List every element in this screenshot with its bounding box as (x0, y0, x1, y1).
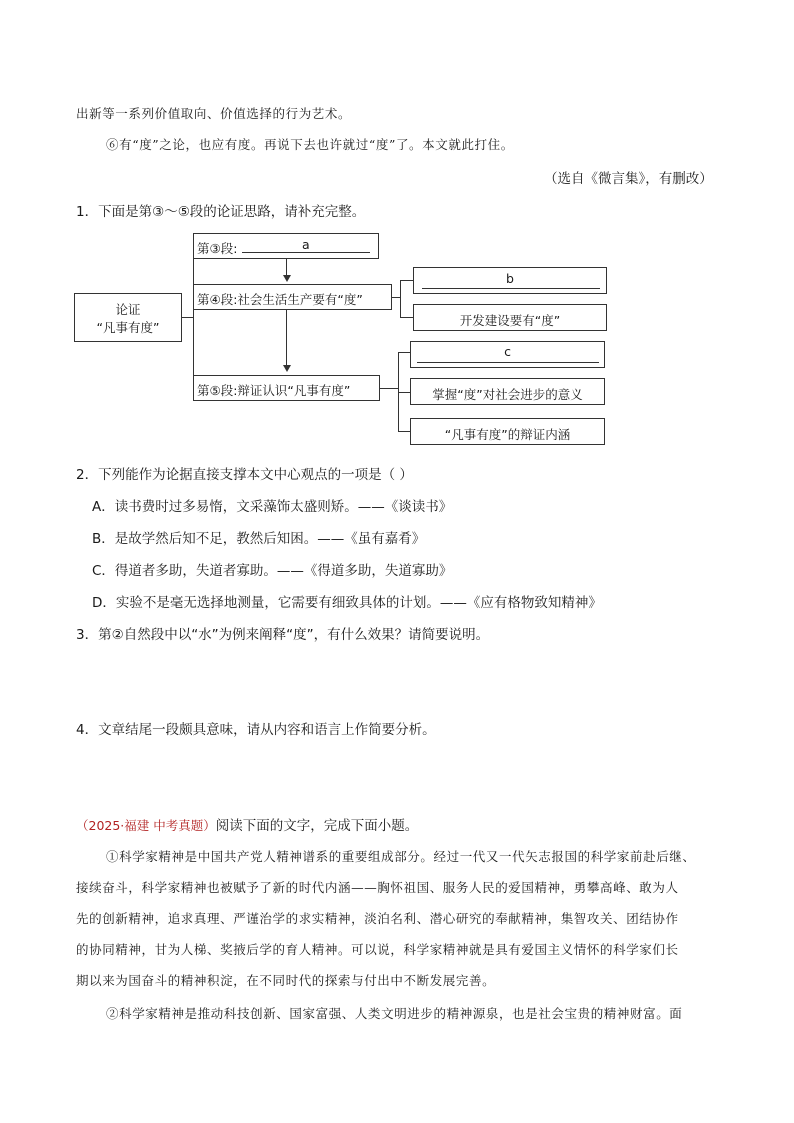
diagram-root-line1: 论证 (115, 302, 141, 317)
diagram-para3-label: 第③段: (197, 241, 238, 256)
diagram-root-line2: “凡事有度” (96, 320, 160, 335)
passage-line: 先的创新精神，追求真理、严谨治学的求实精神，淡泊名利、潜心研究的奉献精神，集智攻关、团结协作 (76, 911, 679, 926)
answer-blank-c[interactable] (417, 362, 599, 363)
diagram-para4-sub2-text: 开发建设要有“度” (459, 313, 561, 328)
passage-source: （选自《微言集》，有删改） (544, 171, 713, 187)
diagram-para5-box (193, 375, 380, 401)
next-section-header (76, 814, 418, 834)
exam-source-tag: （2025·福建 中考真题） (76, 818, 216, 833)
answer-blank-a[interactable] (242, 252, 370, 253)
connector (400, 317, 414, 318)
question-3-prompt: 3．第②自然段中以“水”为例来阐释“度”，有什么效果？请简要说明。 (76, 627, 490, 643)
diagram-para5-sub3-box (410, 418, 605, 445)
diagram-para5-sub2-text: 掌握“度”对社会进步的意义 (432, 387, 583, 402)
passage-paragraph-6: ⑥有“度”之论，也应有度。再说下去也许就过“度”了。本文就此打住。 (106, 137, 514, 152)
diagram-para4-sub2-box (413, 304, 607, 331)
reading-instruction: 阅读下面的文字，完成下面小题。 (215, 818, 419, 834)
arrow-down-icon (283, 365, 291, 372)
question-2-option-a[interactable]: A．读书费时过多易惰，文采藻饰太盛则矫。——《谈读书》 (92, 499, 453, 515)
question-2-option-c[interactable]: C．得道者多助，失道者寡助。——《得道多助，失道寡助》 (92, 563, 453, 579)
passage-line: 出新等一系列价值取向、价值选择的行为艺术。 (76, 106, 352, 121)
question-4-prompt: 4．文章结尾一段颇具意味，请从内容和语言上作简要分析。 (76, 722, 436, 738)
answer-blank-b[interactable] (422, 288, 600, 289)
question-2-option-b[interactable]: B．是故学然后知不足，教然后知困。——《虽有嘉肴》 (92, 531, 426, 547)
diagram-para5-label: 第⑤段:辩证认识“凡事有度” (197, 383, 351, 398)
passage-line: 接续奋斗，科学家精神也被赋予了新的时代内涵——胸怀祖国、服务人民的爱国精神，勇攀高峰、敢为人 (76, 880, 679, 895)
diagram-para4-box (193, 284, 392, 310)
diagram-blank-b-letter: b (506, 271, 514, 286)
diagram-root-box (74, 293, 182, 342)
passage-line: 期以来为国奋斗的精神积淀，在不同时代的探索与付出中不断发展完善。 (76, 973, 496, 988)
passage-line: ②科学家精神是推动科技创新、国家富强、人类文明进步的精神源泉，也是社会宝贵的精神财富。面 (106, 1006, 683, 1021)
diagram-para3-box (193, 233, 379, 259)
question-2-option-d[interactable]: D．实验不是毫无选择地测量，它需要有细致具体的计划。——《应有格物致知精神》 (92, 595, 602, 611)
connector (380, 388, 399, 389)
connector (193, 245, 194, 388)
passage-line: ①科学家精神是中国共产党人精神谱系的重要组成部分。经过一代又一代矢志报国的科学家前赴后继、 (106, 849, 696, 864)
diagram-para4-sub-b-box (413, 267, 607, 294)
arrow-shaft (286, 259, 287, 276)
diagram-blank-c-letter: c (504, 344, 511, 359)
question-1-prompt: 1．下面是第③～⑤段的论证思路，请补充完整。 (76, 204, 366, 220)
question-2-prompt: 2．下列能作为论据直接支撑本文中心观点的一项是（ ） (76, 467, 413, 483)
diagram-para5-sub2-box (410, 378, 605, 405)
connector (400, 280, 401, 317)
arrow-shaft (286, 310, 287, 366)
connector (400, 280, 414, 281)
diagram-para5-sub-c-box (410, 341, 605, 368)
diagram-para5-sub3-text: “凡事有度”的辩证内涵 (444, 427, 571, 442)
diagram-para4-label: 第④段:社会生活生产要有“度” (197, 292, 363, 307)
diagram-blank-a-letter: a (302, 237, 310, 252)
arrow-down-icon (283, 275, 291, 282)
passage-line: 的协同精神，甘为人梯、奖掖后学的育人精神。可以说，科学家精神就是具有爱国主义情怀的科学家们长 (76, 942, 679, 957)
